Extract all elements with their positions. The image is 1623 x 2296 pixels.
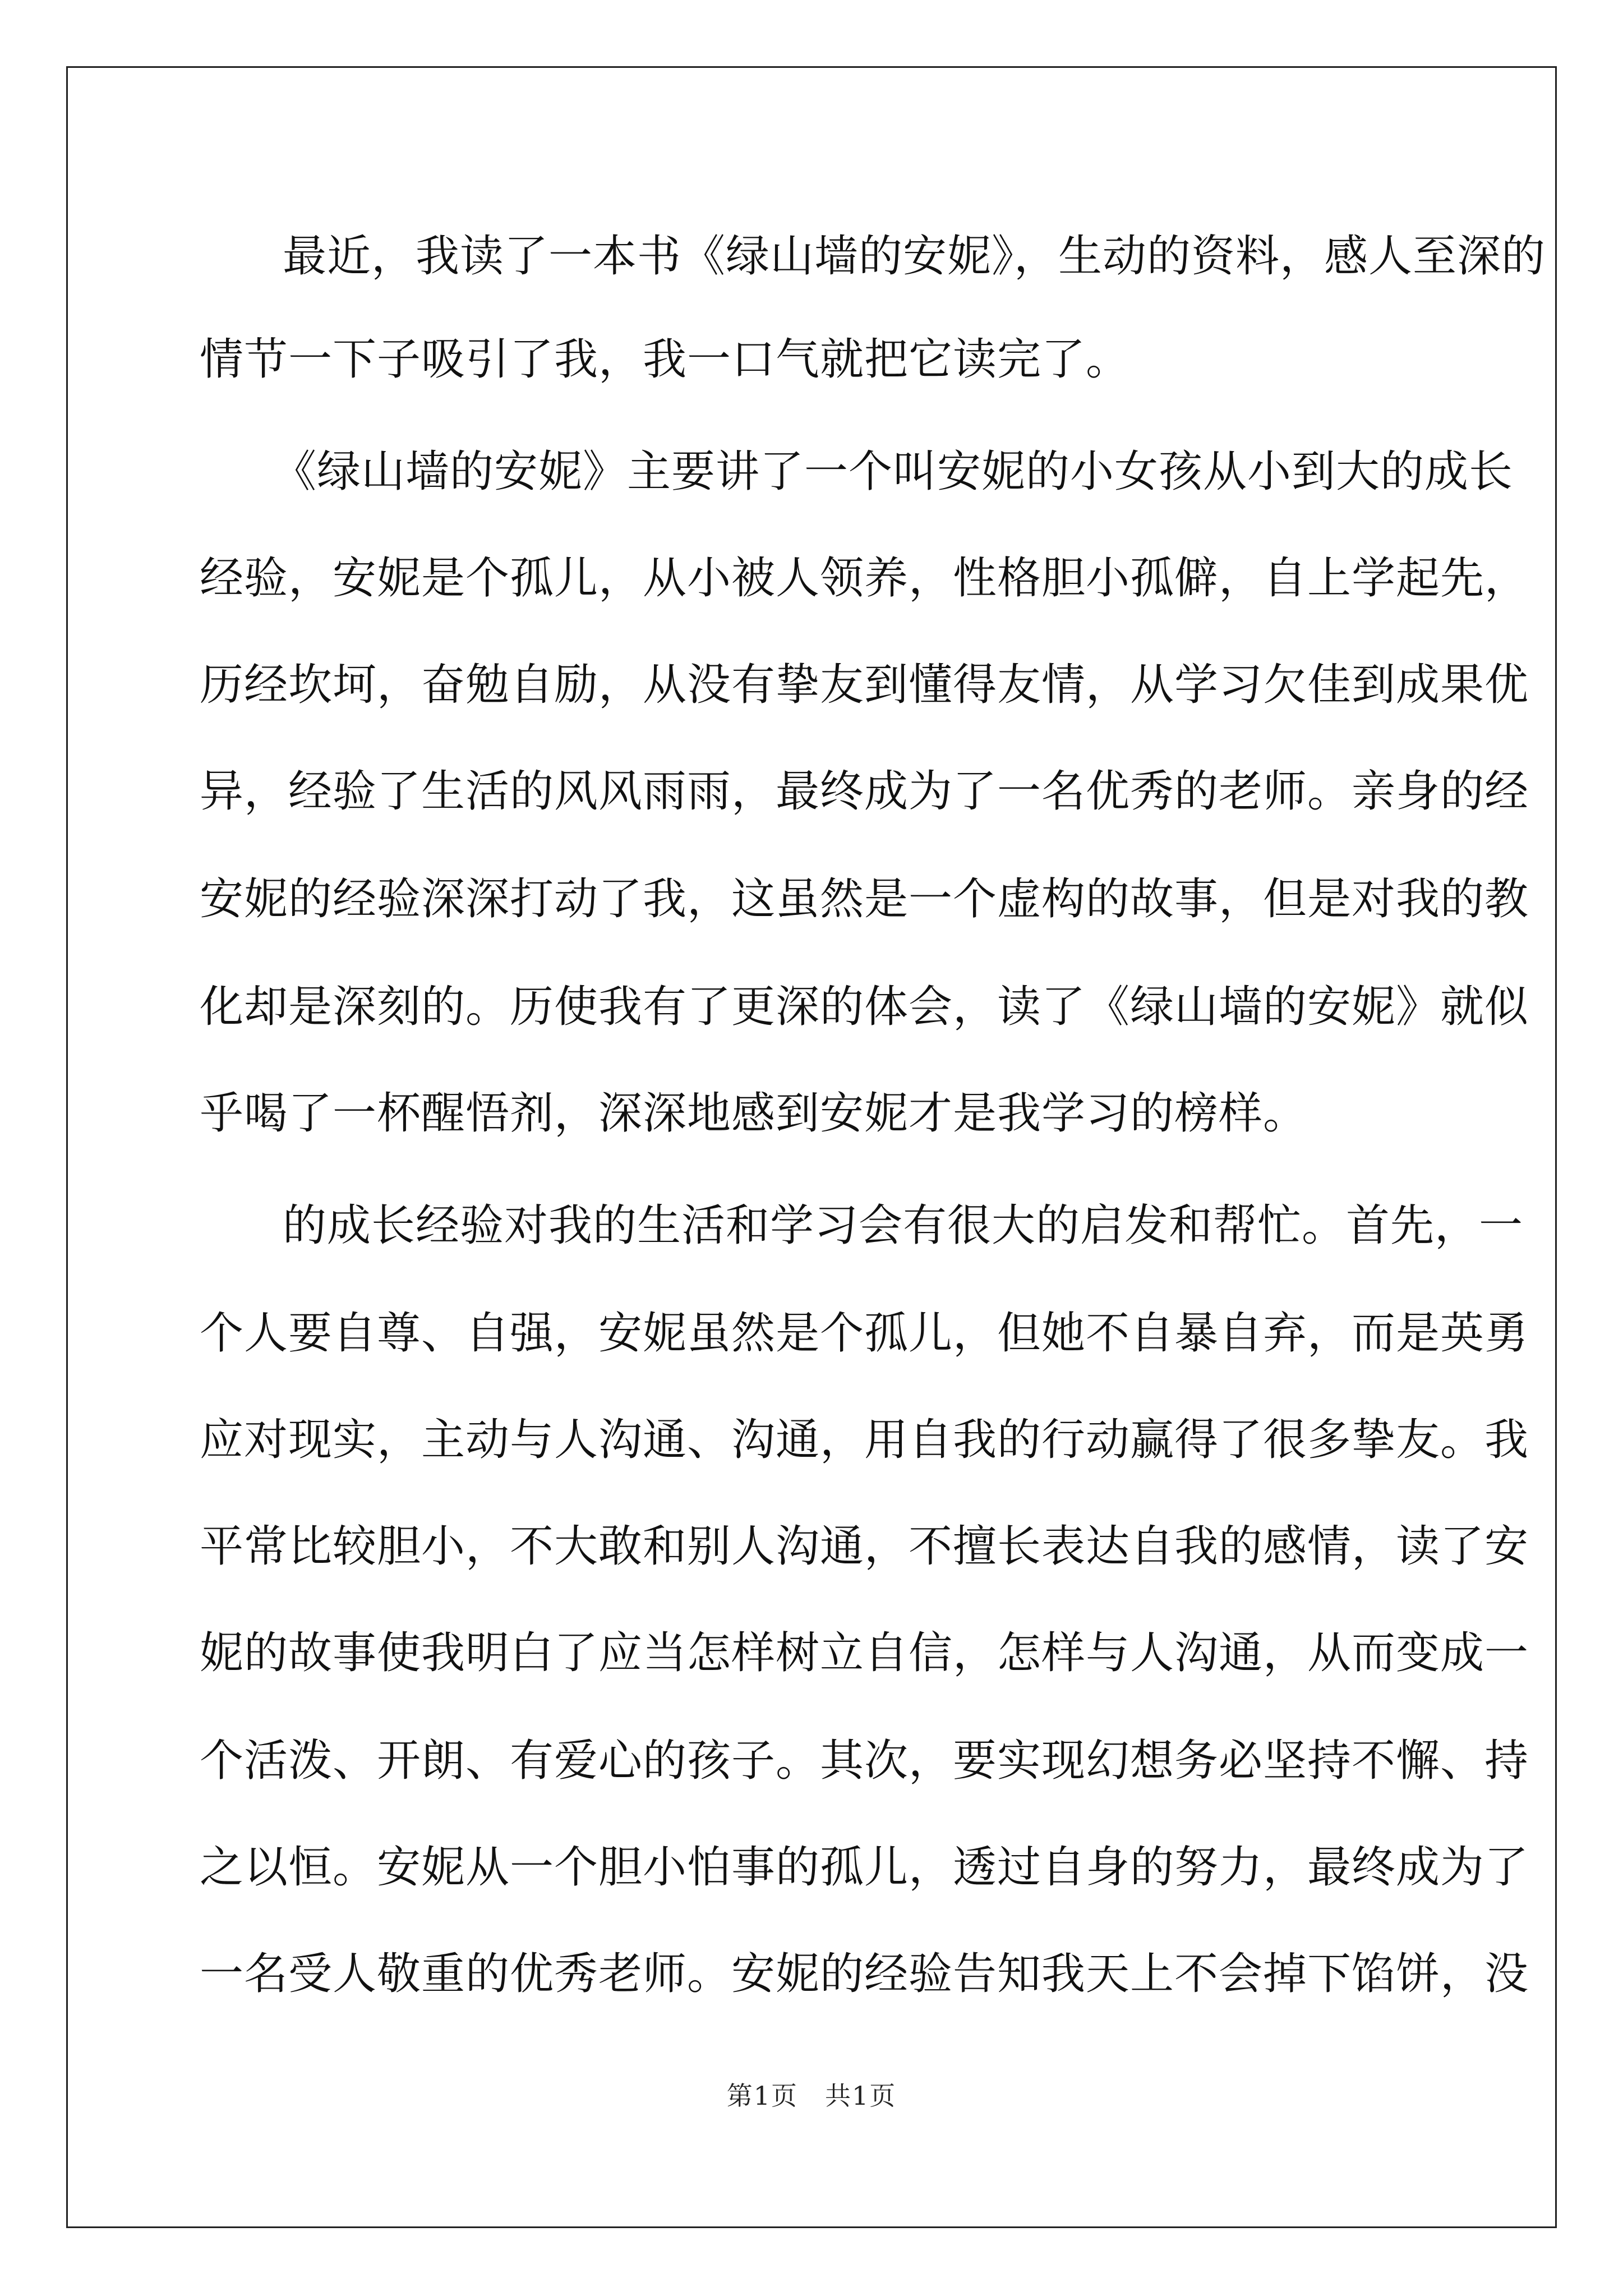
text-line-17: 一名受人敬重的优秀老师。安妮的经验告知我天上不会掉下馅饼，没 (200, 1949, 1529, 1999)
text-line-16: 之以恒。安妮从一个胆小怕事的孤儿，透过自身的努力，最终成为了 (200, 1842, 1529, 1893)
text-line-8: 化却是深刻的。历使我有了更深的体会，读了《绿山墙的安妮》就似 (200, 982, 1529, 1032)
text-line-15: 个活泼、开朗、有爱心的孩子。其次，要实现幻想务必坚持不懈、持 (200, 1736, 1529, 1786)
page-number: 第1页 共1页 (726, 2081, 897, 2111)
text-line-12: 应对现实，主动与人沟通、沟通，用自我的行动赢得了很多挚友。我 (200, 1415, 1529, 1465)
text-line-5: 历经坎坷，奋勉自励，从没有挚友到懂得友情，从学习欠佳到成果优 (200, 660, 1529, 710)
text-line-7: 安妮的经验深深打动了我，这虽然是一个虚构的故事，但是对我的教 (200, 874, 1529, 924)
text-line-4: 经验，安妮是个孤儿，从小被人领养，性格胆小孤僻，自上学起先， (200, 553, 1529, 604)
text-line-1: 最近，我读了一本书《绿山墙的安妮》，生动的资料，感人至深的 (283, 231, 1546, 282)
text-line-10: 的成长经验对我的生活和学习会有很大的启发和帮忙。首先，一 (283, 1200, 1524, 1251)
text-line-3: 《绿山墙的安妮》主要讲了一个叫安妮的小女孩从小到大的成长 (273, 447, 1514, 497)
text-line-14: 妮的故事使我明白了应当怎样树立自信，怎样与人沟通，从而变成一 (200, 1628, 1529, 1678)
text-line-2: 情节一下子吸引了我，我一口气就把它读完了。 (200, 334, 1131, 385)
text-line-11: 个人要自尊、自强，安妮虽然是个孤儿，但她不自暴自弃，而是英勇 (200, 1308, 1529, 1359)
text-line-6: 异，经验了生活的风风雨雨，最终成为了一名优秀的老师。亲身的经 (200, 766, 1529, 817)
text-line-9: 乎喝了一杯醒悟剂，深深地感到安妮才是我学习的榜样。 (200, 1088, 1308, 1139)
text-line-13: 平常比较胆小，不大敢和别人沟通，不擅长表达自我的感情，读了安 (200, 1521, 1529, 1572)
